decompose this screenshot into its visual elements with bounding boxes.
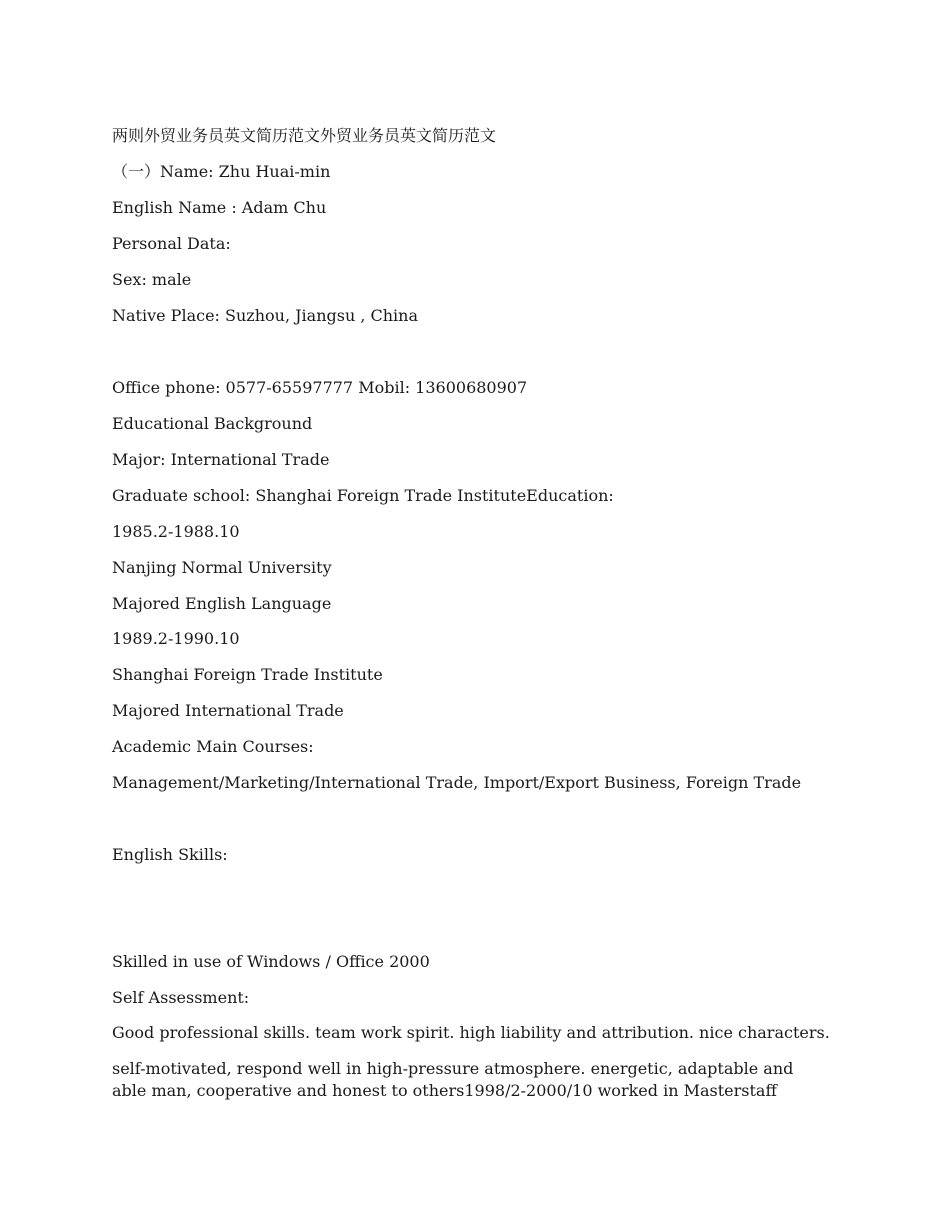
courses-line: Management/Marketing/International Trade, Import/Export Business, Foreign Trade [112,773,802,792]
personal-data-heading: Personal Data: [112,234,231,253]
graduate-school-line: Graduate school: Shanghai Foreign Trade InstituteEducation: [112,486,614,505]
computer-skills-line: Skilled in use of Windows / Office 2000 [112,952,430,971]
name-line: （一）Name: Zhu Huai-min [112,162,331,181]
self-assessment-heading: Self Assessment: [112,988,250,1007]
native-place-line: Native Place: Suzhou, Jiangsu , China [112,306,419,325]
edu1-major: Majored English Language [112,594,332,613]
edu2-school: Shanghai Foreign Trade Institute [112,665,383,684]
edu1-school: Nanjing Normal University [112,558,332,577]
edu1-period: 1985.2-1988.10 [112,522,240,541]
courses-heading: Academic Main Courses: [112,737,314,756]
english-name-line: English Name : Adam Chu [112,198,327,217]
major-line: Major: International Trade [112,450,330,469]
self-assessment-line-1: Good professional skills. team work spirit. high liability and attribution. nice characters. [112,1023,830,1042]
english-skills-heading: English Skills: [112,845,228,864]
edu2-major: Majored International Trade [112,701,344,720]
phone-line: Office phone: 0577-65597777 Mobil: 13600680907 [112,378,528,397]
self-assessment-paragraph-2: self-motivated, respond well in high-pressure atmosphere. energetic, adaptable and able man, cooperative and honest to others1998/2-2000/10 worked in Masterstaff [112,1059,794,1100]
sex-line: Sex: male [112,270,192,289]
edu2-period: 1989.2-1990.10 [112,629,240,648]
education-heading: Educational Background [112,414,313,433]
document-title: 两则外贸业务员英文简历范文外贸业务员英文简历范文 [112,126,497,145]
